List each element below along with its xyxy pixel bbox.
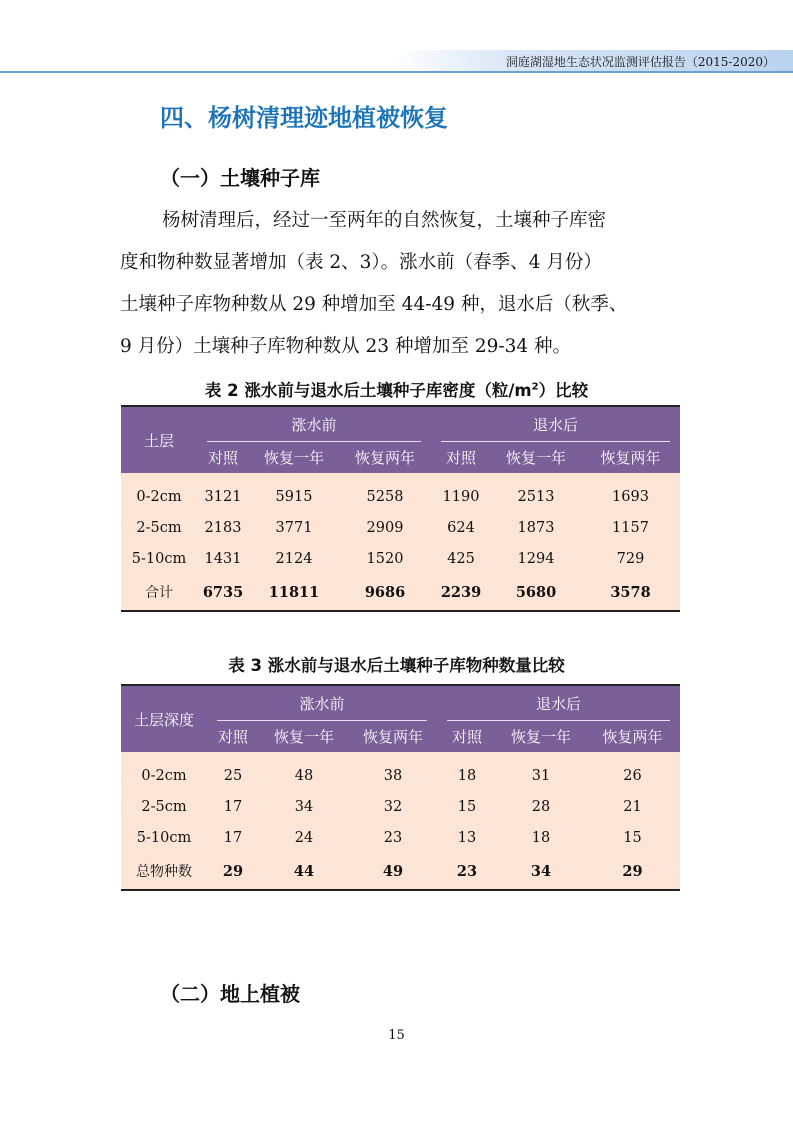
table-cell: 2124: [249, 543, 339, 574]
row-label: 2-5cm: [121, 791, 207, 822]
total-cell: 44: [259, 853, 349, 890]
paragraph-line: 9 月份）土壤种子库物种数从 23 种增加至 29-34 种。: [120, 336, 572, 357]
running-title: 洞庭湖湿地生态状况监测评估报告（2015-2020）: [505, 55, 775, 69]
row-header: 土层: [121, 406, 197, 473]
column-header: 对照: [437, 721, 497, 752]
table-row: [121, 822, 680, 853]
column-header: 恢复一年: [259, 721, 349, 752]
total-label: 总物种数: [121, 853, 207, 890]
table-cell: 34: [259, 791, 349, 822]
group-label: 涨水前: [217, 686, 427, 721]
column-header: 对照: [197, 442, 249, 473]
table-total-row: [121, 853, 680, 890]
table-cell: 5915: [249, 473, 339, 512]
subsection-title-vegetation: （二）地上植被: [160, 982, 300, 1006]
total-cell: 5680: [491, 574, 581, 611]
header-rule: [0, 71, 793, 73]
subsection-title-seed-bank: （一）土壤种子库: [160, 166, 320, 190]
table-row: [121, 512, 680, 543]
table3-caption: 表 3 涨水前与退水后土壤种子库物种数量比较: [228, 656, 565, 675]
column-header: 对照: [207, 721, 259, 752]
table-cell: 729: [581, 543, 680, 574]
table-cell: 21: [585, 791, 680, 822]
total-cell: 29: [207, 853, 259, 890]
table-cell: 425: [431, 543, 491, 574]
body-paragraph: [120, 200, 680, 368]
group-label: 退水后: [441, 407, 670, 442]
table2-caption-superscript: 2: [531, 381, 539, 393]
table-cell: 3771: [249, 512, 339, 543]
table-cell: 26: [585, 752, 680, 791]
table2-caption-end: ）比较: [538, 381, 589, 400]
seed-density-table: [121, 405, 680, 612]
total-cell: 11811: [249, 574, 339, 611]
total-cell: 6735: [197, 574, 249, 611]
column-header: 恢复两年: [585, 721, 680, 752]
column-header: 恢复两年: [581, 442, 680, 473]
row-label: 0-2cm: [121, 752, 207, 791]
table2-caption-main: 表 2 涨水前与退水后土壤种子库密度（粒/m: [204, 381, 532, 400]
paragraph-line: 土壤种子库物种数从 29 种增加至 44-49 种，退水后（秋季、: [120, 294, 628, 315]
table-cell: 2183: [197, 512, 249, 543]
table-cell: 15: [437, 791, 497, 822]
table-cell: 18: [497, 822, 585, 853]
row-header: 土层深度: [121, 685, 207, 752]
column-header: 恢复一年: [249, 442, 339, 473]
group-header-after-flood: [431, 406, 680, 442]
table-cell: 25: [207, 752, 259, 791]
row-label: 0-2cm: [121, 473, 197, 512]
section-title: 四、杨树清理迹地植被恢复: [160, 104, 448, 132]
group-header-before-flood: [207, 685, 437, 721]
table-cell: 15: [585, 822, 680, 853]
table2-caption: [0, 377, 793, 401]
table-cell: 13: [437, 822, 497, 853]
table-row: [121, 791, 680, 822]
table-row: [121, 473, 680, 512]
total-label: 合计: [121, 574, 197, 611]
table-cell: 24: [259, 822, 349, 853]
row-label: 2-5cm: [121, 512, 197, 543]
table-cell: 48: [259, 752, 349, 791]
species-count-table: [121, 684, 680, 891]
table-cell: 1190: [431, 473, 491, 512]
table-cell: 1294: [491, 543, 581, 574]
table-cell: 3121: [197, 473, 249, 512]
total-cell: 23: [437, 853, 497, 890]
table-cell: 2909: [339, 512, 431, 543]
table-cell: 17: [207, 791, 259, 822]
table-cell: 28: [497, 791, 585, 822]
table-cell: 38: [349, 752, 437, 791]
row-label: 5-10cm: [121, 822, 207, 853]
total-cell: 3578: [581, 574, 680, 611]
group-header-after-flood: [437, 685, 680, 721]
paragraph-line: 杨树清理后，经过一至两年的自然恢复，土壤种子库密: [162, 210, 607, 231]
column-header: 恢复一年: [491, 442, 581, 473]
column-header: 恢复两年: [349, 721, 437, 752]
row-label: 5-10cm: [121, 543, 197, 574]
table-cell: 5258: [339, 473, 431, 512]
total-cell: 9686: [339, 574, 431, 611]
group-label: 涨水前: [207, 407, 421, 442]
table-cell: 1520: [339, 543, 431, 574]
table-cell: 23: [349, 822, 437, 853]
table-cell: 32: [349, 791, 437, 822]
total-cell: 29: [585, 853, 680, 890]
group-header-before-flood: [197, 406, 431, 442]
table-cell: 1873: [491, 512, 581, 543]
group-label: 退水后: [447, 686, 670, 721]
table-row: [121, 543, 680, 574]
table-cell: 1693: [581, 473, 680, 512]
table-row: [121, 752, 680, 791]
table-cell: 31: [497, 752, 585, 791]
total-cell: 49: [349, 853, 437, 890]
running-header: [0, 50, 793, 72]
total-cell: 34: [497, 853, 585, 890]
table-cell: 624: [431, 512, 491, 543]
paragraph-line: 度和物种数显著增加（表 2、3）。涨水前（春季、4 月份）: [120, 252, 602, 273]
table-cell: 2513: [491, 473, 581, 512]
table-cell: 1431: [197, 543, 249, 574]
table-total-row: [121, 574, 680, 611]
column-header: 恢复一年: [497, 721, 585, 752]
column-header: 恢复两年: [339, 442, 431, 473]
total-cell: 2239: [431, 574, 491, 611]
page-number: 15: [388, 1028, 405, 1043]
table-cell: 17: [207, 822, 259, 853]
table-cell: 1157: [581, 512, 680, 543]
column-header: 对照: [431, 442, 491, 473]
table-cell: 18: [437, 752, 497, 791]
